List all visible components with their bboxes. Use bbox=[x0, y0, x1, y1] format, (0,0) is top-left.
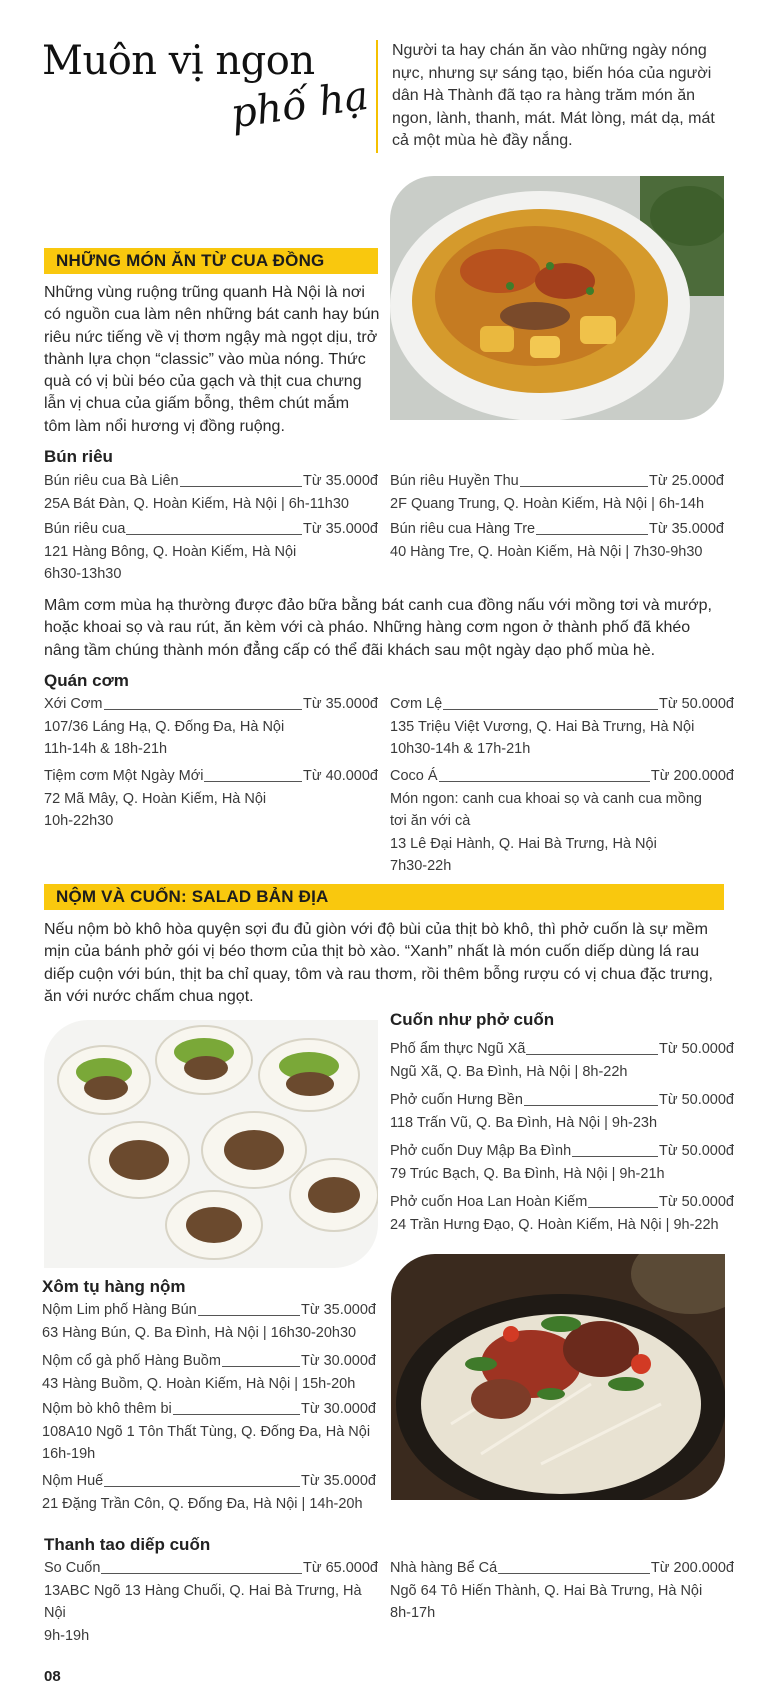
restaurant-address: 13 Lê Đại Hành, Q. Hai Bà Trưng, Hà Nội bbox=[390, 835, 657, 852]
subheading-pho-cuon: Cuốn như phở cuốn bbox=[390, 1010, 555, 1029]
restaurant-address: 79 Trúc Bạch, Q. Ba Đình, Hà Nội | 9h-21h bbox=[390, 1165, 665, 1182]
restaurant-price: Từ 30.000đ bbox=[300, 1353, 376, 1369]
list-item bbox=[390, 470, 724, 515]
restaurant-address: 25A Bát Đàn, Q. Hoàn Kiếm, Hà Nội | 6h-11h30 bbox=[44, 495, 349, 512]
restaurant-address: 13ABC Ngõ 13 Hàng Chuối, Q. Hai Bà Trưng, Hà Nội bbox=[44, 1582, 362, 1621]
restaurant-address: Ngõ 64 Tô Hiến Thành, Q. Hai Bà Trưng, Hà Nội bbox=[390, 1582, 703, 1599]
restaurant-price: Từ 35.000đ bbox=[300, 1473, 376, 1489]
list-item bbox=[42, 1398, 376, 1466]
restaurant-address: 107/36 Láng Hạ, Q. Đống Đa, Hà Nội bbox=[44, 718, 285, 735]
restaurant-price: Từ 200.000đ bbox=[650, 1560, 734, 1576]
list-item bbox=[42, 1350, 376, 1395]
restaurant-name: Bún riêu Huyền Thu bbox=[390, 473, 519, 489]
section-paragraph-nom-cuon: Nếu nộm bò khô hòa quyện sợi đu đủ giòn với độ bùi của thịt bò khô, thì phở cuốn là sự mềm mịn của bánh phở gói vị béo thơm của thịt bò xào. “Xanh” nhất là món cuốn diếp dùng lá rau diếp cuộn với bún, thịt ba chỉ quay, tôm và rau thơm, rồi thêm bỗng rượu có vị chua đặc trưng, ăn với nước chấm chua ngọt. bbox=[44, 921, 713, 1005]
list-item bbox=[44, 1557, 378, 1647]
subheading-diep-cuon: Thanh tao diếp cuốn bbox=[44, 1535, 211, 1554]
restaurant-name: Nộm cổ gà phố Hàng Buồm bbox=[42, 1353, 221, 1369]
list-item bbox=[390, 1557, 734, 1625]
restaurant-hours: 7h30-22h bbox=[390, 858, 452, 874]
restaurant-price: Từ 35.000đ bbox=[648, 521, 724, 537]
restaurant-price: Từ 50.000đ bbox=[658, 696, 734, 712]
restaurant-address: 135 Triệu Việt Vương, Q. Hai Bà Trưng, Hà Nội bbox=[390, 718, 695, 735]
restaurant-hours: 6h30-13h30 bbox=[44, 566, 122, 582]
list-item bbox=[390, 693, 734, 761]
restaurant-price: Từ 40.000đ bbox=[302, 768, 378, 784]
restaurant-address: 118 Trấn Vũ, Q. Ba Đình, Hà Nội | 9h-23h bbox=[390, 1114, 658, 1131]
restaurant-price: Từ 35.000đ bbox=[302, 473, 378, 489]
restaurant-name: Phở cuốn Hoa Lan Hoàn Kiếm bbox=[390, 1194, 588, 1210]
restaurant-note: Món ngon: canh cua khoai sọ và canh cua mồng bbox=[390, 790, 702, 807]
restaurant-address: 24 Trần Hưng Đạo, Q. Hoàn Kiếm, Hà Nội | 9h-22h bbox=[390, 1216, 719, 1233]
list-item bbox=[390, 1140, 734, 1185]
restaurant-price: Từ 65.000đ bbox=[302, 1560, 378, 1576]
list-item bbox=[42, 1470, 376, 1515]
restaurant-hours: 16h-19h bbox=[42, 1446, 96, 1462]
list-item bbox=[44, 693, 378, 761]
restaurant-address: 108A10 Ngõ 1 Tôn Thất Tùng, Q. Đống Đa, Hà Nội bbox=[42, 1423, 371, 1440]
restaurant-price: Từ 25.000đ bbox=[648, 473, 724, 489]
list-item bbox=[44, 470, 378, 515]
restaurant-hours: 8h-17h bbox=[390, 1605, 436, 1621]
restaurant-price: Từ 35.000đ bbox=[302, 521, 378, 537]
restaurant-name: Xới Cơm bbox=[44, 696, 103, 712]
restaurant-name: Coco Á bbox=[390, 768, 438, 784]
restaurant-price: Từ 35.000đ bbox=[300, 1302, 376, 1318]
list-item bbox=[390, 1191, 734, 1236]
restaurant-name: Nộm Huế bbox=[42, 1473, 104, 1489]
restaurant-price: Từ 50.000đ bbox=[658, 1092, 734, 1108]
restaurant-address: 21 Đặng Trần Côn, Q. Đống Đa, Hà Nội | 14h-20h bbox=[42, 1495, 363, 1512]
restaurant-note: tơi ăn với cà bbox=[390, 813, 471, 829]
restaurant-hours: 9h-19h bbox=[44, 1627, 90, 1644]
restaurant-name: Bún riêu cua Bà Liên bbox=[44, 473, 179, 489]
section-paragraph-cua-dong: Những vùng ruộng trũng quanh Hà Nội là nơi có nguồn cua làm nên những bát canh hay bún riêu nức tiếng về vị thơm ngậy mà ngọt dịu, trở thành lựa chọn “classic” vào mùa nóng. Thức quà có vị bùi béo của gạch và thịt cua chưng lẫn vị chua của giấm bỗng, thêm chút mắm tôm làm nổi hương vị đồng ruộng. bbox=[44, 284, 380, 435]
section-heading-cua-dong: NHỮNG MÓN ĂN TỪ CUA ĐỒNG bbox=[44, 248, 378, 274]
restaurant-hours: 10h30-14h & 17h-21h bbox=[390, 741, 531, 757]
restaurant-name: Cơm Lệ bbox=[390, 696, 443, 712]
restaurant-address: 40 Hàng Tre, Q. Hoàn Kiếm, Hà Nội | 7h30-9h30 bbox=[390, 543, 703, 560]
restaurant-name: Tiệm cơm Một Ngày Mới bbox=[44, 768, 204, 784]
restaurant-name: Nộm bò khô thêm bi bbox=[42, 1401, 172, 1417]
list-item bbox=[390, 765, 734, 878]
bun-rieu-photo bbox=[390, 176, 724, 420]
restaurant-name: So Cuốn bbox=[44, 1560, 101, 1576]
subheading-nom: Xôm tụ hàng nộm bbox=[42, 1277, 186, 1296]
page-subtitle-script: phố hạ bbox=[228, 72, 372, 138]
page-number: 08 bbox=[44, 1668, 61, 1685]
restaurant-price: Từ 50.000đ bbox=[658, 1143, 734, 1159]
subheading-bun-rieu: Bún riêu bbox=[44, 447, 113, 466]
intro-paragraph: Người ta hay chán ăn vào những ngày nóng nực, nhưng sự sáng tạo, biến hóa của người dân Hà Thành đã tạo ra hàng trăm món ăn ngon, lành, thanh, mát. Mát lòng, mát dạ, mát cả một mùa hè đầy nắng. bbox=[376, 40, 732, 153]
restaurant-address: Ngũ Xã, Q. Ba Đình, Hà Nội | 8h-22h bbox=[390, 1063, 628, 1080]
restaurant-address: 2F Quang Trung, Q. Hoàn Kiếm, Hà Nội | 6h-14h bbox=[390, 495, 705, 512]
list-item bbox=[44, 765, 378, 833]
restaurant-price: Từ 50.000đ bbox=[658, 1194, 734, 1210]
restaurant-name: Nhà hàng Bể Cá bbox=[390, 1560, 498, 1576]
list-item bbox=[44, 518, 378, 586]
restaurant-price: Từ 50.000đ bbox=[658, 1041, 734, 1057]
restaurant-name: Phở cuốn Hưng Bền bbox=[390, 1092, 523, 1108]
restaurant-name: Phở cuốn Duy Mập Ba Đình bbox=[390, 1143, 572, 1159]
restaurant-hours: 10h-22h30 bbox=[44, 813, 114, 829]
section-heading-nom-cuon: NỘM VÀ CUỐN: SALAD BẢN ĐỊA bbox=[44, 884, 724, 910]
restaurant-hours: 11h-14h & 18h-21h bbox=[44, 741, 168, 757]
restaurant-name: Phố ẩm thực Ngũ Xã bbox=[390, 1041, 526, 1057]
subheading-quan-com: Quán cơm bbox=[44, 671, 129, 690]
pho-cuon-photo bbox=[44, 1020, 378, 1268]
list-item bbox=[390, 1038, 734, 1083]
restaurant-address: 72 Mã Mây, Q. Hoàn Kiếm, Hà Nội bbox=[44, 790, 267, 807]
section-paragraph-mam-com: Mâm cơm mùa hạ thường được đảo bữa bằng bát canh cua đồng nấu với mồng tơi và mướp, hoặc khoai sọ và rau rút, ăn kèm với cà pháo. Những hàng cơm ngon ở thành phố đã khéo nâng tầm chúng thành món đẳng cấp có thể đãi khách sau một ngày dạo phố mùa hè. bbox=[44, 597, 712, 659]
restaurant-name: Bún riêu cua Hàng Tre bbox=[390, 521, 536, 537]
restaurant-price: Từ 200.000đ bbox=[650, 768, 734, 784]
list-item bbox=[390, 1089, 734, 1134]
restaurant-address: 63 Hàng Bún, Q. Ba Đình, Hà Nội | 16h30-20h30 bbox=[42, 1324, 357, 1341]
nom-photo bbox=[391, 1254, 725, 1500]
restaurant-price: Từ 30.000đ bbox=[300, 1401, 376, 1417]
page-title: Muôn vị ngon bbox=[42, 38, 315, 84]
restaurant-address: 121 Hàng Bông, Q. Hoàn Kiếm, Hà Nội bbox=[44, 543, 297, 560]
list-item bbox=[390, 518, 724, 563]
restaurant-address: 43 Hàng Buồm, Q. Hoàn Kiếm, Hà Nội | 15h-20h bbox=[42, 1375, 356, 1392]
restaurant-name: Nộm Lim phố Hàng Bún bbox=[42, 1302, 197, 1318]
restaurant-name: Bún riêu cua bbox=[44, 521, 126, 537]
restaurant-price: Từ 35.000đ bbox=[302, 696, 378, 712]
list-item bbox=[42, 1299, 376, 1344]
